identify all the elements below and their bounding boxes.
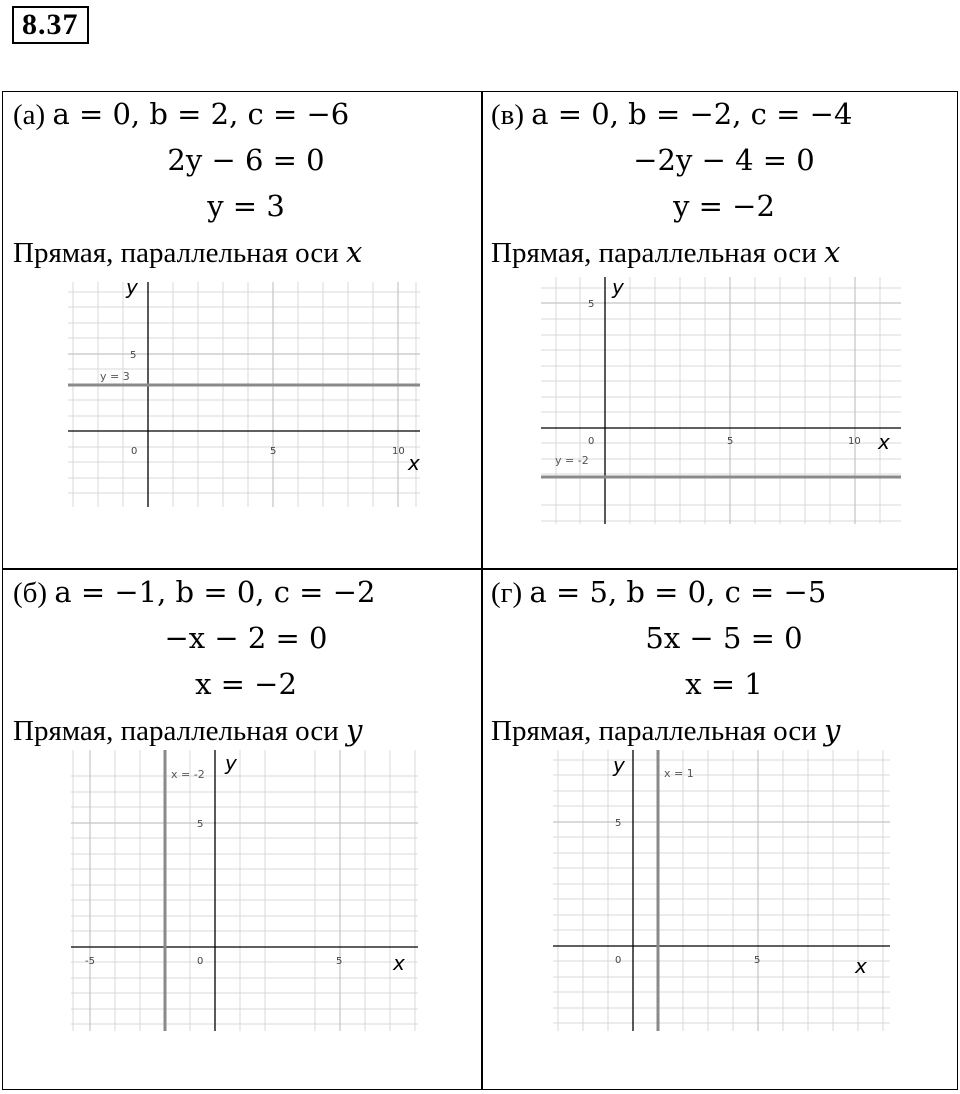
- cell-v-description-line: [491, 234, 840, 270]
- cell-g-axis-y-name: y: [613, 753, 625, 777]
- cell-a-line-label: y = 3: [100, 370, 130, 383]
- cell-v-axis-y-name: y: [612, 275, 624, 299]
- cell-v-tick-x5: 5: [727, 436, 734, 447]
- cell-a-equation: 2y − 6 = 0: [167, 143, 325, 177]
- cell-v-equation: −2y − 4 = 0: [633, 143, 815, 177]
- cell-g-label: (г): [491, 577, 523, 609]
- cell-a-axis-y-name: y: [126, 275, 138, 299]
- cell-a-params: a = 0, b = 2, c = −6: [52, 97, 350, 131]
- cell-a: [13, 92, 479, 568]
- cell-b-tick-xm5: -5: [85, 956, 95, 967]
- cell-a-label: (а): [13, 99, 46, 131]
- table-divider-vertical: [481, 92, 483, 1089]
- cell-g-tick-origin: 0: [615, 955, 622, 966]
- cell-v: [491, 92, 957, 568]
- cell-a-tick-x10: 10: [392, 446, 405, 457]
- cell-a-description-axis: x: [346, 235, 363, 269]
- cell-v-label: (в): [491, 99, 525, 131]
- cell-a-solution: y = 3: [207, 189, 285, 223]
- cell-b-line-label: x = -2: [171, 768, 205, 781]
- cell-b-description-line: [13, 712, 362, 748]
- cell-g-line-label: x = 1: [664, 767, 694, 780]
- cell-a-graph-svg: [68, 272, 428, 517]
- cell-g-graph-svg: [553, 748, 893, 1040]
- cell-g-description: Прямая, параллельная оси: [491, 715, 817, 747]
- cell-a-description: Прямая, параллельная оси: [13, 237, 339, 269]
- cell-g-tick-x5: 5: [754, 955, 761, 966]
- cell-v-tick-x10: 10: [848, 436, 861, 447]
- cell-g-params-line: [491, 574, 826, 610]
- cell-b-description: Прямая, параллельная оси: [13, 715, 339, 747]
- cell-b-params: a = −1, b = 0, c = −2: [54, 575, 376, 609]
- cell-b-equation: −x − 2 = 0: [164, 621, 328, 655]
- cell-g-graph: [553, 748, 893, 1045]
- cell-g: [491, 570, 957, 1090]
- cell-g-description-axis: y: [824, 713, 841, 747]
- cell-b-label: (б): [13, 577, 48, 609]
- cell-a-tick-origin: 0: [131, 446, 138, 457]
- cell-g-solution: x = 1: [685, 667, 763, 701]
- cell-v-graph: [541, 272, 906, 537]
- cell-a-params-line: [13, 96, 349, 132]
- cell-a-axis-x-name: x: [408, 451, 420, 475]
- problem-number: 8.37: [12, 6, 89, 44]
- cell-v-description-axis: x: [824, 235, 841, 269]
- cell-b-tick-x5: 5: [336, 956, 343, 967]
- cell-v-line-label: y = -2: [555, 454, 589, 467]
- cell-b-params-line: [13, 574, 375, 610]
- cell-g-tick-y5: 5: [615, 818, 622, 829]
- cell-g-params: a = 5, b = 0, c = −5: [529, 575, 827, 609]
- cell-b-description-axis: y: [346, 713, 363, 747]
- cell-b-solution: x = −2: [195, 667, 297, 701]
- cell-b-tick-y5: 5: [197, 819, 204, 830]
- cell-v-solution: y = −2: [673, 189, 775, 223]
- cell-v-tick-origin: 0: [588, 436, 595, 447]
- cell-v-params: a = 0, b = −2, c = −4: [531, 97, 853, 131]
- cell-b-axis-y-name: y: [225, 751, 237, 775]
- cell-a-tick-x5: 5: [270, 446, 277, 457]
- cell-b-axis-x-name: x: [393, 951, 405, 975]
- cell-v-params-line: [491, 96, 852, 132]
- cell-b: [13, 570, 479, 1090]
- cell-g-axis-x-name: x: [855, 954, 867, 978]
- cell-a-graph: [68, 272, 428, 522]
- cell-v-tick-y5: 5: [588, 299, 595, 310]
- cell-g-equation: 5x − 5 = 0: [645, 621, 803, 655]
- cell-a-tick-y5: 5: [130, 350, 137, 361]
- cell-b-graph-svg: [71, 748, 421, 1040]
- cell-v-axis-x-name: x: [878, 430, 890, 454]
- cell-g-description-line: [491, 712, 840, 748]
- cell-b-graph: [71, 748, 421, 1045]
- cell-b-tick-origin: 0: [197, 956, 204, 967]
- cell-v-graph-svg: [541, 272, 906, 532]
- cell-a-description-line: [13, 234, 362, 270]
- solution-table: [2, 91, 958, 1090]
- cell-v-description: Прямая, параллельная оси: [491, 237, 817, 269]
